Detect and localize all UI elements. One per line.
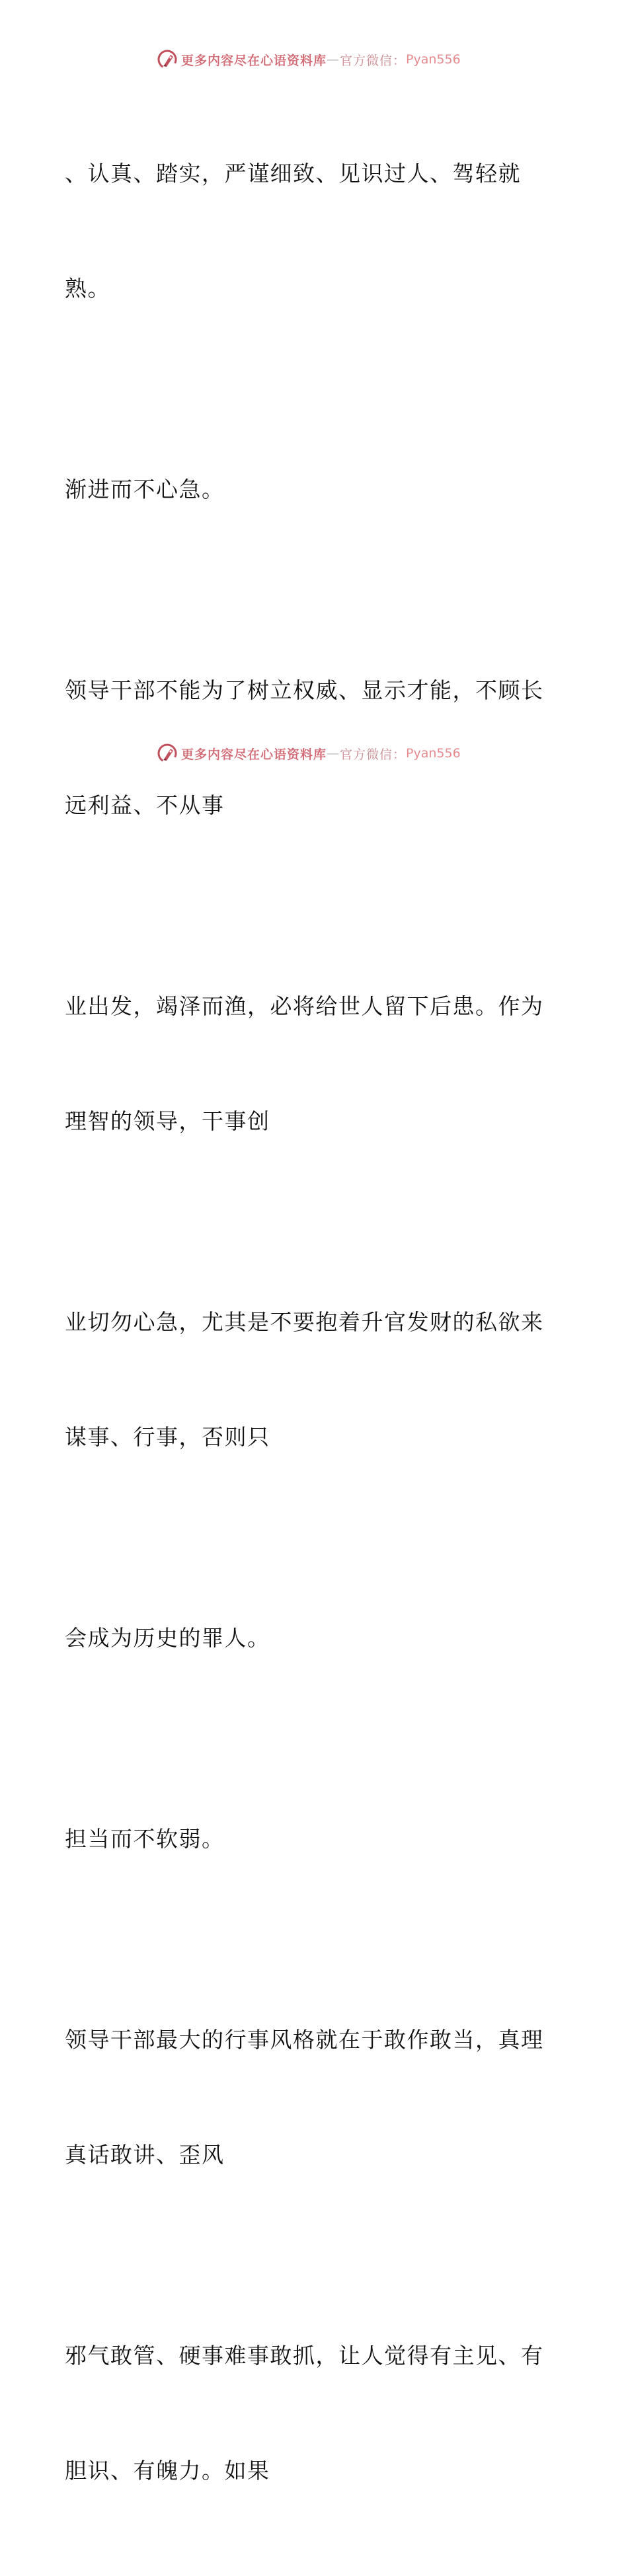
paragraph (65, 78, 567, 385)
text-line: 远利益、不从事 (65, 792, 225, 818)
paragraph (65, 394, 567, 586)
pen-nib-logo-icon (156, 742, 178, 765)
text-line: 胆识、有魄力。如果 (65, 2458, 270, 2483)
paragraph (65, 911, 567, 1217)
paragraph (65, 1542, 567, 1734)
text-line: 真话敢讲、歪风 (65, 2142, 225, 2168)
text-line: 邪气敢管、硬事难事敢抓，让人觉得有主见、有 (65, 2343, 544, 2368)
text-line: 担当而不软弱。 (65, 1826, 225, 1852)
paragraph (65, 1743, 567, 1935)
banner-wechat-id: Pyan556 (406, 746, 461, 761)
text-line: 领导干部不能为了树立权威、显示才能，不顾长 (65, 677, 544, 703)
text-line: 领导干部最大的行事风格就在于敢作敢当，真理 (65, 2027, 544, 2053)
banner-title: 更多内容尽在心语资料库 (181, 53, 327, 68)
paragraph (65, 1944, 567, 2251)
banner-contact-label: 官方微信： (340, 53, 407, 68)
banner-contact-label: 官方微信： (340, 747, 407, 762)
document-body (65, 78, 567, 2576)
footer-banner (0, 740, 628, 767)
text-line: 理智的领导，干事创 (65, 1108, 270, 1134)
paragraph (65, 2260, 567, 2567)
pen-nib-logo-icon (156, 48, 178, 71)
text-line: 熟。 (65, 276, 110, 301)
header-banner-content (156, 46, 461, 73)
text-line: 会成为历史的罪人。 (65, 1625, 270, 1651)
footer-banner-content (156, 740, 461, 767)
banner-title: 更多内容尽在心语资料库 (181, 747, 327, 762)
banner-dash: — (327, 52, 340, 67)
banner-wechat-id: Pyan556 (406, 52, 461, 67)
text-line: 业出发，竭泽而渔，必将给世人留下后患。作为 (65, 993, 544, 1019)
text-line: 渐进而不心急。 (65, 476, 225, 502)
text-line: 业切勿心急，尤其是不要抱着升官发财的私欲来 (65, 1309, 544, 1335)
text-line: 、认真、踏实，严谨细致、见识过人、驾轻就 (65, 161, 521, 186)
header-banner (0, 46, 628, 73)
paragraph (65, 1227, 567, 1533)
text-line: 谋事、行事，否则只 (65, 1424, 270, 1450)
banner-dash: — (327, 746, 340, 761)
